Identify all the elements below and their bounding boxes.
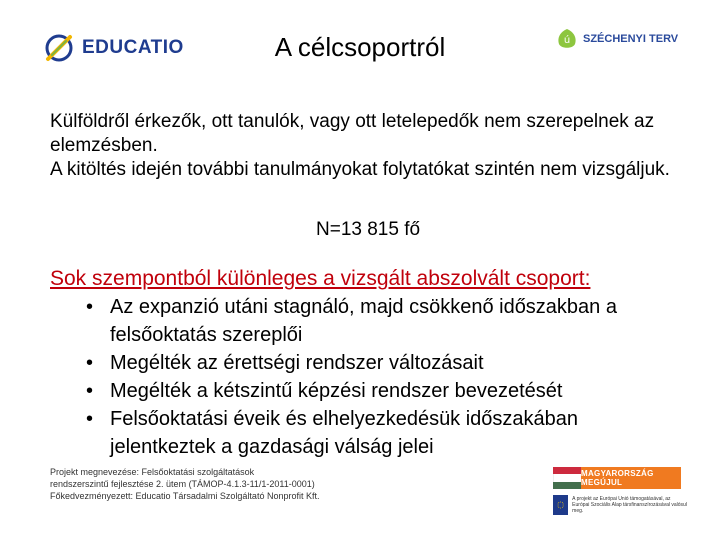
- list-item: [86, 405, 686, 461]
- bullet-icon: •: [86, 380, 94, 402]
- educatio-logo-text: EDUCATIO: [82, 37, 184, 58]
- eu-flag-icon: [553, 495, 568, 515]
- list-item: [86, 377, 686, 405]
- bullet-icon: •: [86, 352, 94, 374]
- bullet-icon: •: [86, 296, 94, 318]
- badge-label: MAGYARORSZÁG MEGÚJUL: [581, 467, 681, 489]
- page-title: A célcsoportról: [274, 32, 446, 62]
- hungarian-flag-icon: [553, 467, 581, 489]
- intro-line-1: Külföldről érkezők, ott tanulók, vagy ott letelepedők nem szerepelnek az elemzésben.: [50, 111, 655, 156]
- educatio-logo: [42, 28, 184, 68]
- sample-size: N=13 815 fő: [316, 219, 421, 240]
- list-item-text: Az expanzió utáni stagnáló, majd csökkenő időszakban a felsőoktatás szereplői: [110, 296, 617, 346]
- list-item-text: Megélték a kétszintű képzési rendszer bevezetését: [110, 380, 563, 402]
- bullet-list: [86, 293, 686, 461]
- project-footer: [50, 466, 319, 502]
- intro-line-2: A kitöltés idején további tanulmányokat folytatókat szintén nem vizsgáljuk.: [50, 159, 670, 180]
- list-item-text: Felsőoktatási éveik és elhelyezkedésük időszakában jelentkeztek a gazdasági válság jelei: [110, 408, 579, 458]
- magyarorszag-megujul-badge: [553, 467, 681, 489]
- svg-text:ú: ú: [563, 35, 571, 46]
- list-item: [86, 293, 686, 349]
- list-item-text: Megélték az érettségi rendszer változásait: [110, 352, 484, 374]
- bullet-icon: •: [86, 408, 94, 430]
- szechenyi-terv-logo: [556, 28, 678, 50]
- educatio-mark-icon: [42, 31, 76, 65]
- footer-line-3: Főkedvezményezett: Educatio Társadalmi Szolgáltató Nonprofit Kft.: [50, 491, 320, 501]
- intro-text: [50, 110, 690, 182]
- szechenyi-mark-icon: [556, 28, 578, 50]
- footer-line-2: rendszerszintű fejlesztése 2. ütem (TÁMOP-4.1.3-11/1-2011-0001): [50, 479, 315, 489]
- eu-funding-text: A projekt az Európai Unió támogatásával, az Európai Szociális Alap társfinanszírozásával valósul meg.: [572, 496, 687, 514]
- list-item: [86, 349, 686, 377]
- footer-line-1: Projekt megnevezése: Felsőoktatási szolgáltatások: [50, 467, 255, 477]
- eu-funding-notice: [553, 493, 687, 517]
- szechenyi-logo-text: SZÉCHENYI TERV: [583, 33, 679, 45]
- section-heading: Sok szempontból különleges a vizsgált abszolvált csoport:: [50, 267, 591, 290]
